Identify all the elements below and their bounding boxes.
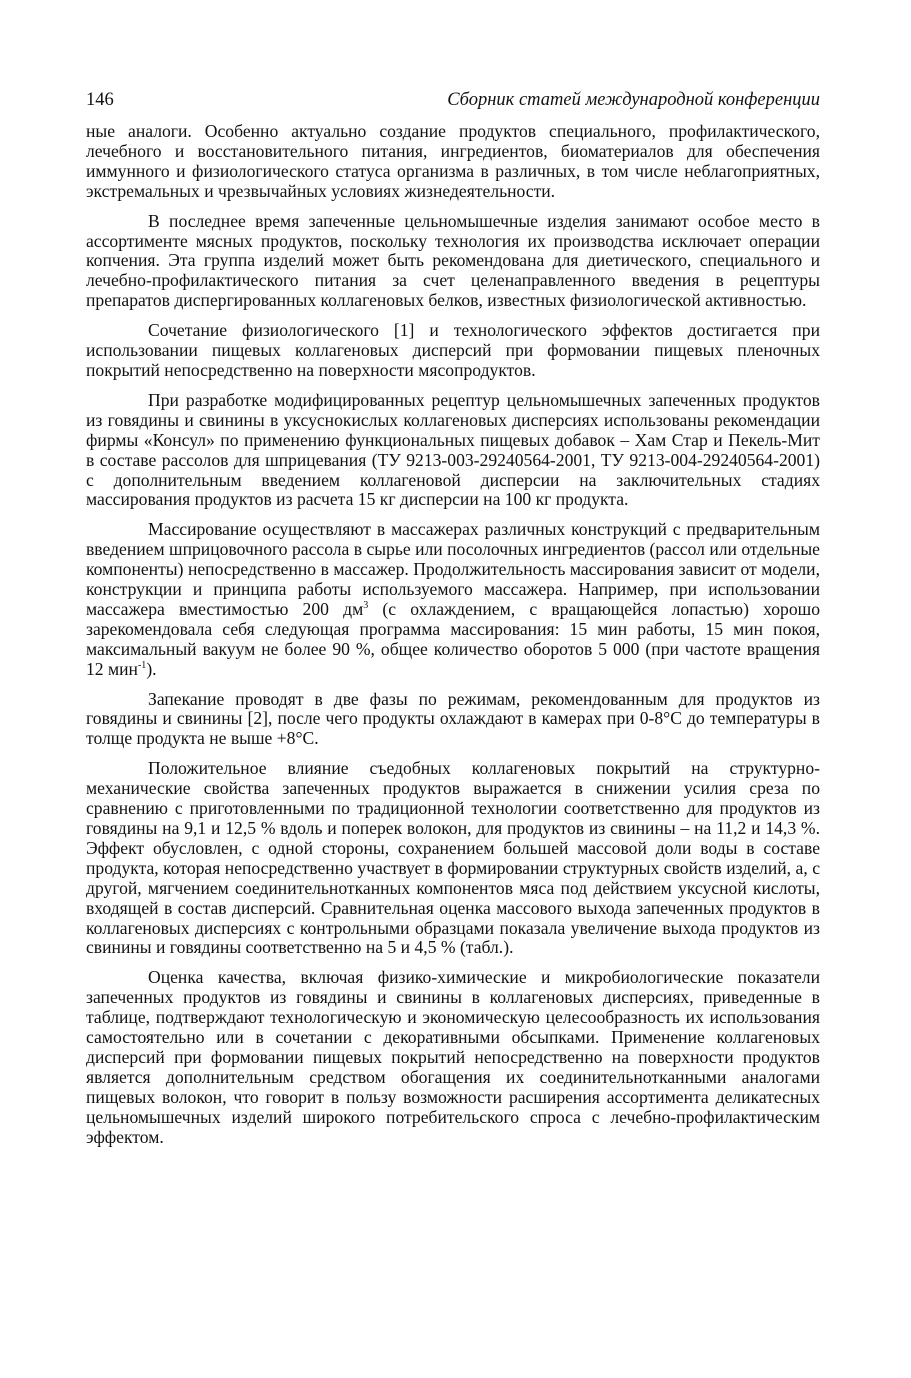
cubic-exponent: 3 — [363, 600, 369, 612]
article-body — [86, 122, 820, 1148]
journal-title: Сборник статей международной конференции — [447, 90, 820, 110]
per-minute-exponent: -1 — [137, 659, 147, 671]
massaging-text-start: Массирование осуществляют в массажерах различных конструкций с предварительным введением шприцовочного рассола в сырье или посолочных ингредиентов (рассол или отдельные компоненты) непосредственно в массажер. Продолжительность массирования зависит от модели, конструкции и принципа работы используемого массажера. Например, при использовании массажера вместимостью 200 дм — [86, 519, 820, 619]
page-number: 146 — [86, 90, 114, 110]
massaging-text-middle: (с охлаждением, с вращающейся лопастью) хорошо зарекомендовала себя следующая программа массирования: 15 мин работы, 15 мин покоя, максимальный вакуум не более 90 %, общее количество оборотов 5 000 (при частоте вращения 12 мин — [86, 598, 820, 679]
paragraph-massaging — [86, 520, 820, 679]
document-page — [86, 88, 820, 1148]
paragraph-coating-effect: Положительное влияние съедобных коллагеновых покрытий на структурно-механические свойства запеченных продуктов выражается в снижении усилия среза по сравнению с приготовленными по традиционной технологии соответственно для продуктов из говядины на 9,1 и 12,5 % вдоль и поперек волокон, для продуктов из свинины – на 11,2 и 14,3 %. Эффект обусловлен, с одной стороны, сохранением большей массовой доли воды в составе продукта, которая непосредственно участвует в формировании структурных свойств изделий, а, с другой, мягчением соединительнотканных компонентов мяса под действием уксусной кислоты, входящей в состав дисперсий. Сравнительная оценка массового выхода запеченных продуктов в коллагеновых дисперсиях с контрольными образцами показала увеличение выхода продуктов из свинины и говядины соответственно на 5 и 4,5 % (табл.). — [86, 758, 820, 958]
running-header — [86, 88, 820, 112]
paragraph-baking: Запекание проводят в две фазы по режимам, рекомендованным для продуктов из говядины и свинины [2], после чего продукты охлаждают в камерах при 0-8°С до температуры в толще продукта не выше +8°С. — [86, 688, 820, 749]
massaging-text-end: ). — [146, 658, 157, 679]
paragraph-recipe-development: При разработке модифицированных рецептур цельномышечных запеченных продуктов из говядины и свинины в уксуснокислых коллагеновых дисперсиях использованы рекомендации фирмы «Консул» по применению функциональных пищевых добавок – Хам Стар и Пекель-Мит в составе рассолов для шприцевания (ТУ 9213-003-29240564-2001, ТУ 9213-004-29240564-2001) с дополнительным введением коллагеновой дисперсии на заключительных стадиях массирования продуктов из расчета 15 кг дисперсии на 100 кг продукта. — [86, 389, 820, 510]
paragraph-physiological-effect: Сочетание физиологического [1] и технологического эффектов достигается при использовании пищевых коллагеновых дисперсий при формовании пищевых пленочных покрытий непосредственно на поверхности мясопродуктов. — [86, 320, 820, 380]
paragraph-baked-products: В последнее время запеченные цельномышечные изделия занимают особое место в ассортименте мясных продуктов, поскольку технология их производства исключает операции копчения. Эта группа изделий может быть рекомендована для диетического, специального и лечебно-профилактического питания за счет целенаправленного введения в рецептуры препаратов диспергированных коллагеновых белков, известных физиологической активностью. — [86, 210, 820, 311]
paragraph-quality-assessment: Оценка качества, включая физико-химические и микробиологические показатели запеченных продуктов из говядины и свинины в коллагеновых дисперсиях, приведенные в таблице, подтверждают технологическую и экономическую целесообразность их использования самостоятельно или в сочетании с декоративными обсыпками. Применение коллагеновых дисперсий при формовании пищевых покрытий непосредственно на поверхности продуктов является дополнительным средством обогащения их соединительнотканными аналогами пищевых волокон, что говорит в пользу возможности расширения ассортимента деликатесных цельномышечных изделий широкого потребительского спроса с лечебно-профилактическим эффектом. — [86, 967, 820, 1147]
paragraph-continued: ные аналоги. Особенно актуально создание продуктов специального, профилактического, лечебного и восстановительного питания, ингредиентов, биоматериалов для обеспечения иммунного и физиологического статуса организма в различных, в том числе неблагоприятных, экстремальных и чрезвычайных условиях жизнедеятельности. — [86, 121, 820, 201]
